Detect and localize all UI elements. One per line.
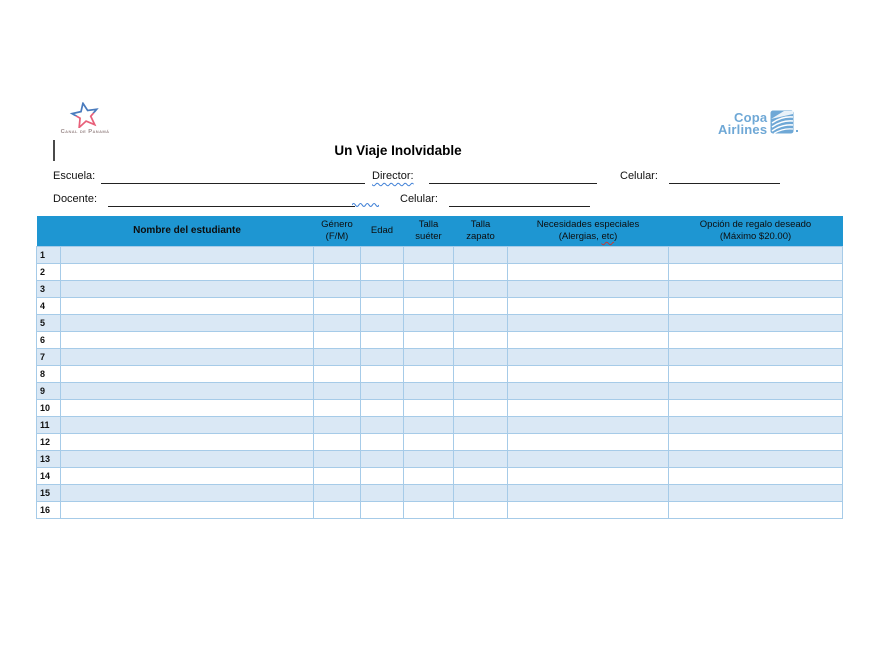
table-row bbox=[37, 314, 843, 331]
table-row bbox=[37, 263, 843, 280]
table-row bbox=[37, 365, 843, 382]
empty-cell[interactable] bbox=[61, 467, 314, 484]
empty-cell[interactable] bbox=[454, 484, 508, 501]
student-table-body bbox=[37, 246, 843, 518]
empty-cell[interactable] bbox=[454, 297, 508, 314]
docente-label: Docente: bbox=[53, 193, 98, 205]
empty-cell[interactable] bbox=[454, 280, 508, 297]
empty-cell[interactable] bbox=[454, 501, 508, 518]
canal-star-icon bbox=[68, 102, 102, 128]
row-number: 15 bbox=[37, 484, 61, 501]
row-number: 5 bbox=[37, 314, 61, 331]
celular1-field[interactable] bbox=[669, 171, 780, 184]
row-number: 2 bbox=[37, 263, 61, 280]
empty-cell[interactable] bbox=[314, 246, 361, 263]
empty-cell[interactable] bbox=[404, 484, 454, 501]
row-number: 9 bbox=[37, 382, 61, 399]
empty-cell[interactable] bbox=[404, 263, 454, 280]
empty-cell[interactable] bbox=[404, 348, 454, 365]
copa-airlines-logo bbox=[718, 110, 798, 135]
empty-cell[interactable] bbox=[669, 280, 843, 297]
copa-logo-text: Copa Airlines bbox=[718, 110, 768, 137]
empty-cell[interactable] bbox=[314, 382, 361, 399]
copa-tail-icon bbox=[770, 110, 794, 134]
empty-cell[interactable] bbox=[454, 246, 508, 263]
escuela-label: Escuela: bbox=[53, 170, 96, 182]
empty-cell[interactable] bbox=[314, 331, 361, 348]
empty-cell[interactable] bbox=[361, 348, 404, 365]
empty-cell[interactable] bbox=[669, 399, 843, 416]
empty-cell[interactable] bbox=[669, 348, 843, 365]
empty-cell[interactable] bbox=[454, 365, 508, 382]
empty-cell[interactable] bbox=[669, 484, 843, 501]
empty-cell[interactable] bbox=[508, 433, 669, 450]
row-number: 12 bbox=[37, 433, 61, 450]
empty-cell[interactable] bbox=[361, 450, 404, 467]
empty-cell[interactable] bbox=[361, 484, 404, 501]
empty-cell[interactable] bbox=[669, 263, 843, 280]
empty-cell[interactable] bbox=[61, 280, 314, 297]
empty-cell[interactable] bbox=[508, 416, 669, 433]
table-row bbox=[37, 280, 843, 297]
empty-cell[interactable] bbox=[508, 467, 669, 484]
empty-cell[interactable] bbox=[361, 263, 404, 280]
empty-cell[interactable] bbox=[454, 416, 508, 433]
empty-cell[interactable] bbox=[454, 331, 508, 348]
empty-cell[interactable] bbox=[669, 433, 843, 450]
empty-cell[interactable] bbox=[508, 246, 669, 263]
empty-cell[interactable] bbox=[361, 382, 404, 399]
empty-cell[interactable] bbox=[361, 331, 404, 348]
empty-cell[interactable] bbox=[404, 246, 454, 263]
header-opcion-regalo: Opción de regalo deseado (Máximo $20.00) bbox=[669, 216, 843, 246]
empty-cell[interactable] bbox=[508, 280, 669, 297]
empty-cell[interactable] bbox=[454, 382, 508, 399]
empty-cell[interactable] bbox=[61, 348, 314, 365]
table-row bbox=[37, 484, 843, 501]
empty-cell[interactable] bbox=[61, 433, 314, 450]
escuela-field[interactable] bbox=[101, 171, 365, 184]
etc-misspelling: etc bbox=[601, 230, 615, 242]
empty-cell[interactable] bbox=[508, 382, 669, 399]
empty-cell[interactable] bbox=[669, 246, 843, 263]
empty-cell[interactable] bbox=[61, 484, 314, 501]
empty-cell[interactable] bbox=[669, 416, 843, 433]
empty-cell[interactable] bbox=[314, 433, 361, 450]
header-edad: Edad bbox=[361, 216, 404, 246]
empty-cell[interactable] bbox=[404, 280, 454, 297]
empty-cell[interactable] bbox=[361, 246, 404, 263]
empty-cell[interactable] bbox=[404, 382, 454, 399]
empty-cell[interactable] bbox=[508, 314, 669, 331]
empty-cell[interactable] bbox=[454, 348, 508, 365]
empty-cell[interactable] bbox=[61, 416, 314, 433]
table-row bbox=[37, 450, 843, 467]
empty-cell[interactable] bbox=[508, 263, 669, 280]
row-number: 8 bbox=[37, 365, 61, 382]
empty-cell[interactable] bbox=[404, 331, 454, 348]
empty-cell[interactable] bbox=[669, 365, 843, 382]
copa-logo-dot bbox=[796, 130, 798, 132]
table-row bbox=[37, 297, 843, 314]
empty-cell[interactable] bbox=[361, 501, 404, 518]
empty-cell[interactable] bbox=[61, 501, 314, 518]
director-label: Director: bbox=[372, 170, 414, 182]
empty-cell[interactable] bbox=[61, 263, 314, 280]
empty-cell[interactable] bbox=[404, 433, 454, 450]
header-row-number bbox=[37, 216, 61, 246]
row-number: 4 bbox=[37, 297, 61, 314]
empty-cell[interactable] bbox=[314, 450, 361, 467]
empty-cell[interactable] bbox=[404, 314, 454, 331]
empty-cell[interactable] bbox=[508, 331, 669, 348]
empty-cell[interactable] bbox=[669, 314, 843, 331]
empty-cell[interactable] bbox=[314, 416, 361, 433]
empty-cell[interactable] bbox=[508, 484, 669, 501]
celular1-label: Celular: bbox=[620, 170, 658, 182]
empty-cell[interactable] bbox=[508, 297, 669, 314]
row-number: 6 bbox=[37, 331, 61, 348]
celular2-label: Celular: bbox=[400, 193, 438, 205]
empty-cell[interactable] bbox=[61, 331, 314, 348]
empty-cell[interactable] bbox=[669, 382, 843, 399]
header-necesidades: Necesidades especiales (Alergias, etc) bbox=[508, 216, 669, 246]
empty-cell[interactable] bbox=[404, 467, 454, 484]
header-genero: Género (F/M) bbox=[314, 216, 361, 246]
empty-cell[interactable] bbox=[404, 501, 454, 518]
empty-cell[interactable] bbox=[508, 399, 669, 416]
empty-cell[interactable] bbox=[404, 297, 454, 314]
empty-cell[interactable] bbox=[508, 365, 669, 382]
empty-cell[interactable] bbox=[314, 280, 361, 297]
canal-de-panama-logo bbox=[50, 102, 120, 135]
empty-cell[interactable] bbox=[454, 263, 508, 280]
table-row bbox=[37, 399, 843, 416]
empty-cell[interactable] bbox=[669, 501, 843, 518]
empty-cell[interactable] bbox=[61, 382, 314, 399]
row-number: 1 bbox=[37, 246, 61, 263]
empty-cell[interactable] bbox=[61, 314, 314, 331]
empty-cell[interactable] bbox=[314, 484, 361, 501]
empty-cell[interactable] bbox=[61, 246, 314, 263]
empty-cell[interactable] bbox=[314, 467, 361, 484]
header-nombre: Nombre del estudiante bbox=[61, 216, 314, 246]
empty-cell[interactable] bbox=[404, 450, 454, 467]
empty-cell[interactable] bbox=[669, 297, 843, 314]
table-row bbox=[37, 348, 843, 365]
empty-cell[interactable] bbox=[61, 399, 314, 416]
empty-cell[interactable] bbox=[314, 399, 361, 416]
table-row bbox=[37, 331, 843, 348]
docente-field[interactable] bbox=[108, 194, 355, 207]
empty-cell[interactable] bbox=[508, 348, 669, 365]
table-row bbox=[37, 501, 843, 518]
empty-cell[interactable] bbox=[454, 450, 508, 467]
empty-cell[interactable] bbox=[508, 450, 669, 467]
empty-cell[interactable] bbox=[404, 399, 454, 416]
empty-cell[interactable] bbox=[314, 263, 361, 280]
empty-cell[interactable] bbox=[61, 297, 314, 314]
empty-cell[interactable] bbox=[454, 399, 508, 416]
header-talla-zapato: Talla zapato bbox=[454, 216, 508, 246]
empty-cell[interactable] bbox=[454, 433, 508, 450]
page-title: Un Viaje Inolvidable bbox=[334, 143, 462, 158]
row-number: 3 bbox=[37, 280, 61, 297]
row-number: 11 bbox=[37, 416, 61, 433]
empty-cell[interactable] bbox=[669, 467, 843, 484]
row-number: 7 bbox=[37, 348, 61, 365]
canal-logo-text: Canal de Panamá bbox=[60, 129, 110, 135]
empty-cell[interactable] bbox=[508, 501, 669, 518]
empty-cell[interactable] bbox=[314, 314, 361, 331]
row-number: 14 bbox=[37, 467, 61, 484]
empty-cell[interactable] bbox=[361, 314, 404, 331]
empty-cell[interactable] bbox=[454, 314, 508, 331]
empty-cell[interactable] bbox=[361, 433, 404, 450]
empty-cell[interactable] bbox=[314, 501, 361, 518]
celular2-field[interactable] bbox=[449, 194, 590, 207]
empty-cell[interactable] bbox=[361, 416, 404, 433]
table-row bbox=[37, 416, 843, 433]
table-row bbox=[37, 246, 843, 263]
empty-cell[interactable] bbox=[314, 297, 361, 314]
empty-cell[interactable] bbox=[314, 348, 361, 365]
row-number: 10 bbox=[37, 399, 61, 416]
director-field[interactable] bbox=[429, 171, 597, 184]
table-row bbox=[37, 382, 843, 399]
table-row bbox=[37, 467, 843, 484]
empty-cell[interactable] bbox=[361, 399, 404, 416]
header-talla-sueter: Talla suéter bbox=[404, 216, 454, 246]
grammar-squiggle-icon bbox=[352, 201, 379, 208]
table-row bbox=[37, 433, 843, 450]
empty-cell[interactable] bbox=[61, 365, 314, 382]
row-number: 13 bbox=[37, 450, 61, 467]
empty-cell[interactable] bbox=[669, 450, 843, 467]
empty-cell[interactable] bbox=[314, 365, 361, 382]
empty-cell[interactable] bbox=[454, 467, 508, 484]
empty-cell[interactable] bbox=[361, 365, 404, 382]
empty-cell[interactable] bbox=[404, 416, 454, 433]
student-table bbox=[36, 216, 843, 519]
row-number: 16 bbox=[37, 501, 61, 518]
empty-cell[interactable] bbox=[361, 280, 404, 297]
empty-cell[interactable] bbox=[669, 331, 843, 348]
empty-cell[interactable] bbox=[361, 297, 404, 314]
empty-cell[interactable] bbox=[404, 365, 454, 382]
empty-cell[interactable] bbox=[61, 450, 314, 467]
student-table-header bbox=[37, 216, 843, 246]
empty-cell[interactable] bbox=[361, 467, 404, 484]
